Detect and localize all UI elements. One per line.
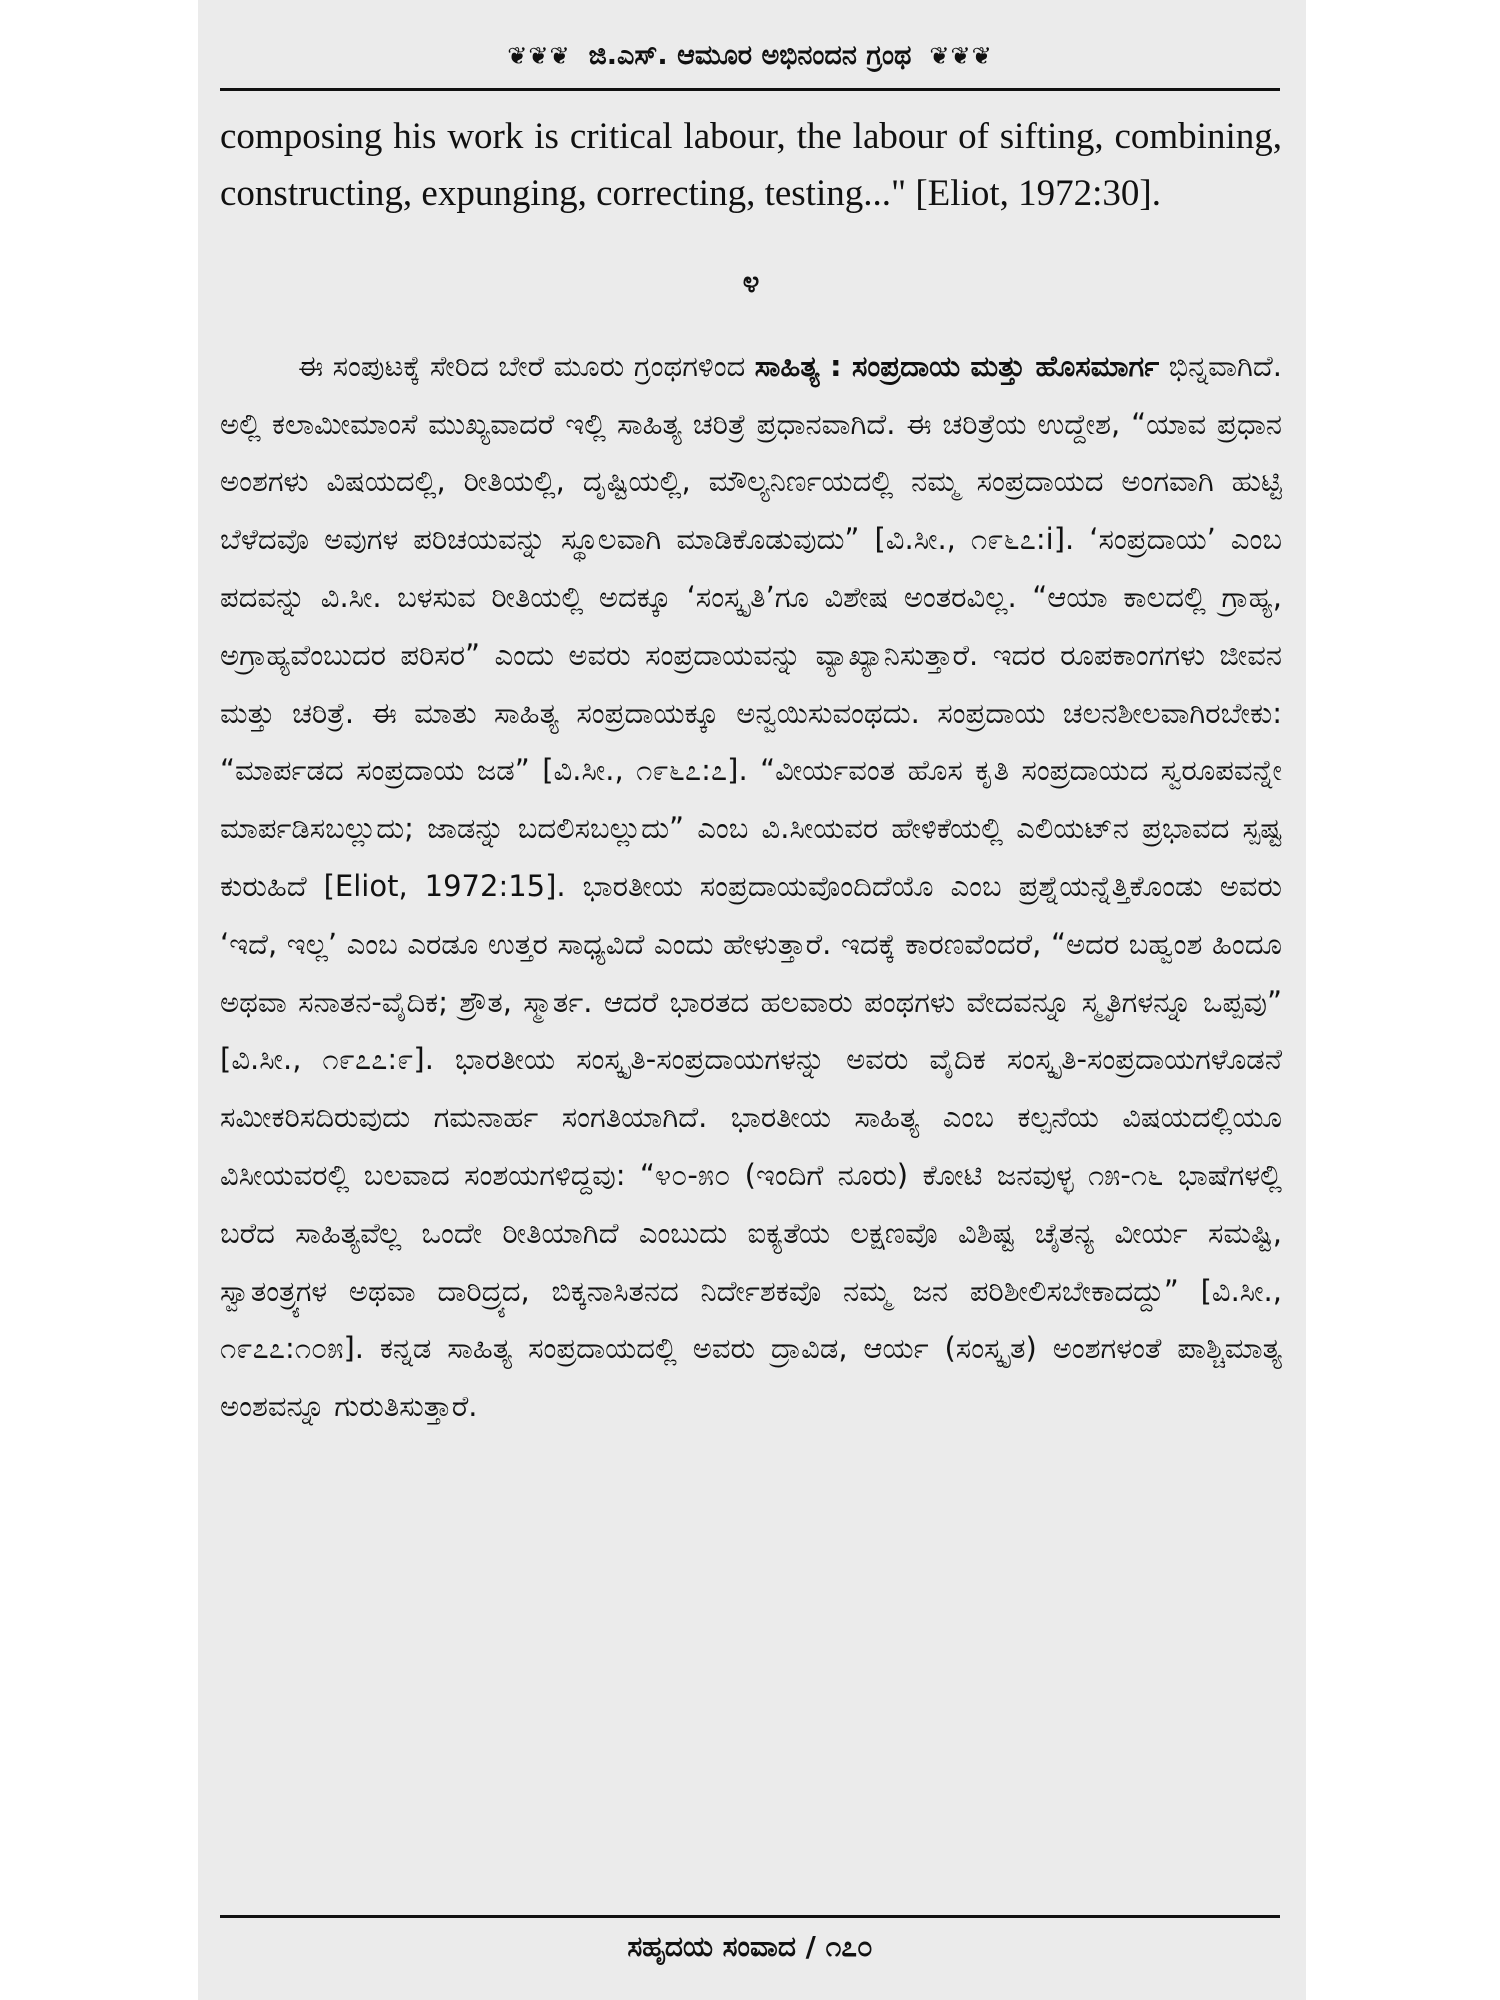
- paragraph-intro: ಈ ಸಂಪುಟಕ್ಕೆ ಸೇರಿದ ಬೇರೆ ಮೂರು ಗ್ರಂಥಗಳಿಂದ: [298, 348, 746, 383]
- paragraph-body: ಭಿನ್ನವಾಗಿದೆ. ಅಲ್ಲಿ ಕಲಾಮೀಮಾಂಸೆ ಮುಖ್ಯವಾದರೆ ಇಲ್ಲಿ ಸಾಹಿತ್ಯ ಚರಿತ್ರೆ ಪ್ರಧಾನವಾಗಿದೆ. ಈ ಚರಿತ್ರೆಯ ಉದ್ದೇಶ, “ಯಾವ ಪ್ರಧಾನ ಅಂಶಗಳು ವಿಷಯದಲ್ಲಿ, ರೀತಿಯಲ್ಲಿ, ದೃಷ್ಟಿಯಲ್ಲಿ, ಮೌಲ್ಯನಿರ್ಣಯದಲ್ಲಿ ನಮ್ಮ ಸಂಪ್ರದಾಯದ ಅಂಗವಾಗಿ ಹುಟ್ಟಿ ಬೆಳೆದವೊ ಅವುಗಳ ಪರಿಚಯವನ್ನು ಸ್ಥೂಲವಾಗಿ ಮಾಡಿಕೊಡುವುದು” [ವಿ.ಸೀ., ೧೯೬೭:i]. ‘ಸಂಪ್ರದಾಯ’ ಎಂಬ ಪದವನ್ನು ವಿ.ಸೀ. ಬಳಸುವ ರೀತಿಯಲ್ಲಿ ಅದಕ್ಕೂ ‘ಸಂಸ್ಕೃತಿ’ಗೂ ವಿಶೇಷ ಅಂತರವಿಲ್ಲ. “ಆಯಾ ಕಾಲದಲ್ಲಿ ಗ್ರಾಹ್ಯ, ಅಗ್ರಾಹ್ಯವೆಂಬುದರ ಪರಿಸರ” ಎಂದು ಅವರು ಸಂಪ್ರದಾಯವನ್ನು ವ್ಯಾಖ್ಯಾನಿಸುತ್ತಾರೆ. ಇದರ ರೂಪಕಾಂಗಗಳು ಜೀವನ ಮತ್ತು ಚರಿತ್ರೆ. ಈ ಮಾತು ಸಾಹಿತ್ಯ ಸಂಪ್ರದಾಯಕ್ಕೂ ಅನ್ವಯಿಸುವಂಥದು. ಸಂಪ್ರದಾಯ ಚಲನಶೀಲವಾಗಿರಬೇಕು: “ಮಾರ್ಪಡದ ಸಂಪ್ರದಾಯ ಜಡ” [ವಿ.ಸೀ., ೧೯೬೭:೭]. “ವೀರ್ಯವಂತ ಹೊಸ ಕೃತಿ ಸಂಪ್ರದಾಯದ ಸ್ವರೂಪವನ್ನೇ ಮಾರ್ಪಡಿಸಬಲ್ಲುದು; ಜಾಡನ್ನು ಬದಲಿಸಬಲ್ಲುದು” ಎಂಬ ವಿ.ಸೀಯವರ ಹೇಳಿಕೆಯಲ್ಲಿ ಎಲಿಯಟ್‌ನ ಪ್ರಭಾವದ ಸ್ಪಷ್ಟ ಕುರುಹಿದೆ [Eliot, 1972:15]. ಭಾರತೀಯ ಸಂಪ್ರದಾಯವೊಂದಿದೆಯೊ ಎಂಬ ಪ್ರಶ್ನೆಯನ್ನೆತ್ತಿಕೊಂಡು ಅವರು ‘ಇದೆ, ಇಲ್ಲ’ ಎಂಬ ಎರಡೂ ಉತ್ತರ ಸಾಧ್ಯವಿದೆ ಎಂದು ಹೇಳುತ್ತಾರೆ. ಇದಕ್ಕೆ ಕಾರಣವೆಂದರೆ, “ಅದರ ಬಹ್ವಂಶ ಹಿಂದೂ ಅಥವಾ ಸನಾತನ-ವೈದಿಕ; ಶ್ರೌತ, ಸ್ಮಾರ್ತ. ಆದರೆ ಭಾರತದ ಹಲವಾರು ಪಂಥಗಳು ವೇದವನ್ನೂ ಸ್ಮೃತಿಗಳನ್ನೂ ಒಪ್ಪವು” [ವಿ.ಸೀ., ೧೯೭೭:೯]. ಭಾರತೀಯ ಸಂಸ್ಕೃತಿ-ಸಂಪ್ರದಾಯಗಳನ್ನು ಅವರು ವೈದಿಕ ಸಂಸ್ಕೃತಿ-ಸಂಪ್ರದಾಯಗಳೊಡನೆ ಸಮೀಕರಿಸದಿರುವುದು ಗಮನಾರ್ಹ ಸಂಗತಿಯಾಗಿದೆ. ಭಾರತೀಯ ಸಾಹಿತ್ಯ ಎಂಬ ಕಲ್ಪನೆಯ ವಿಷಯದಲ್ಲಿಯೂ ವಿಸೀಯವರಲ್ಲಿ ಬಲವಾದ ಸಂಶಯಗಳಿದ್ದವು: “೪೦-೫೦ (ಇಂದಿಗೆ ನೂರು) ಕೋಟಿ ಜನವುಳ್ಳ ೧೫-೧೬ ಭಾಷೆಗಳಲ್ಲಿ ಬರೆದ ಸಾಹಿತ್ಯವೆಲ್ಲ ಒಂದೇ ರೀತಿಯಾಗಿದೆ ಎಂಬುದು ಐಕ್ಯತೆಯ ಲಕ್ಷಣವೊ ವಿಶಿಷ್ಟ ಚೈತನ್ಯ ವೀರ್ಯ ಸಮಷ್ಟಿ, ಸ್ವಾತಂತ್ರ್ಯಗಳ ಅಥವಾ ದಾರಿದ್ರ್ಯದ, ಬಿಕ್ಕನಾಸಿತನದ ನಿರ್ದೇಶಕವೊ ನಮ್ಮ ಜನ ಪರಿಶೀಲಿಸಬೇಕಾದದ್ದು” [ವಿ.ಸೀ., ೧೯೭೭:೧೦೫]. ಕನ್ನಡ ಸಾಹಿತ್ಯ ಸಂಪ್ರದಾಯದಲ್ಲಿ ಅವರು ದ್ರಾವಿಡ, ಆರ್ಯ (ಸಂಸ್ಕೃತ) ಅಂಶಗಳಂತೆ ಪಾಶ್ಚಿಮಾತ್ಯ ಅಂಶವನ್ನೂ ಗುರುತಿಸುತ್ತಾರೆ.: [220, 348, 1283, 1424]
- ornament-left: ❦❦❦: [507, 42, 571, 70]
- header-rule: [220, 88, 1280, 91]
- running-head: [222, 36, 1278, 76]
- kannada-paragraph: [220, 338, 1282, 1436]
- footer-rule: [220, 1915, 1280, 1918]
- cited-book-title: ಸಾಹಿತ್ಯ : ಸಂಪ್ರದಾಯ ಮತ್ತು ಹೊಸಮಾರ್ಗ: [754, 348, 1160, 383]
- book-title: ಜಿ.ಎಸ್. ಆಮೂರ ಅಭಿನಂದನ ಗ್ರಂಥ: [588, 40, 912, 71]
- section-number: ೪: [742, 265, 760, 300]
- english-quote: composing his work is critical labour, the labour of sifting, combining, constructing, expunging, correcting, testing..." [Eliot, 1972:30].: [220, 116, 1282, 214]
- body-text: [220, 108, 1282, 1436]
- running-foot: ಸಹೃದಯ ಸಂವಾದ / ೧೭೦: [627, 1930, 873, 1963]
- ornament-right: ❦❦❦: [929, 42, 993, 70]
